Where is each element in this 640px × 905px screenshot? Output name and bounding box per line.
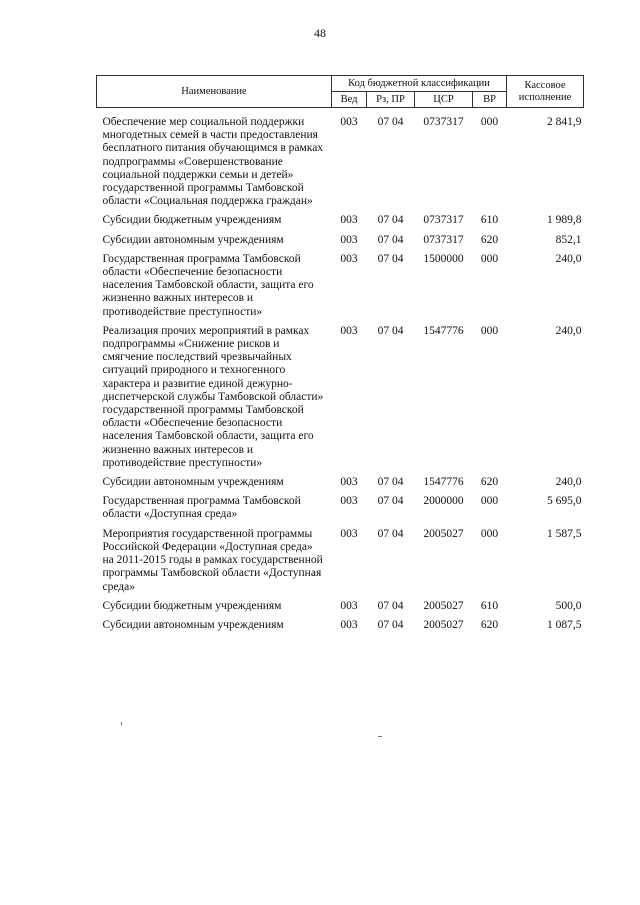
row-amount: 1 989,8: [547, 214, 582, 227]
row-rz-pr: 07 04: [377, 527, 404, 540]
table-row: [97, 528, 584, 600]
row-name: Субсидии бюджетным учреждениям: [102, 214, 282, 227]
budget-table: [96, 75, 584, 638]
row-amount: 1 587,5: [547, 527, 582, 540]
row-name: Субсидии автономным учреждениям: [102, 476, 284, 489]
row-amount: 2 841,9: [547, 116, 582, 128]
row-vr: 610: [480, 214, 499, 227]
row-name: Субсидии автономным учреждениям: [102, 233, 284, 246]
table-row: [97, 325, 584, 476]
row-ved: 003: [340, 476, 358, 489]
row-csr: 0737317: [423, 116, 464, 128]
row-rz-pr: 07 04: [377, 495, 404, 508]
row-ved: 003: [340, 252, 358, 265]
row-vr: 000: [480, 324, 499, 337]
row-rz-pr: 07 04: [377, 252, 404, 265]
table-row: [97, 600, 584, 619]
row-ved: 003: [340, 116, 358, 128]
header-amount: [507, 76, 584, 108]
row-ved: 003: [340, 527, 358, 540]
row-vr: 000: [480, 527, 499, 540]
row-ved: 003: [340, 233, 358, 246]
row-ved: 003: [340, 599, 358, 612]
row-vr: 620: [480, 233, 499, 246]
header-rz-pr: Рз, ПР: [367, 92, 415, 108]
row-name: Обеспечение мер социальной поддержки многодетных семей в части предоставления бесплатного питания обучающимся в рамках подпрограммы «Совершенствование социальной поддержки семьи и детей» государственной программы Тамбовской области «Социальная поддержка граждан»: [102, 116, 324, 208]
row-csr: 2005027: [423, 527, 464, 540]
row-vr: 000: [480, 252, 499, 265]
row-amount: 5 695,0: [547, 495, 582, 508]
row-vr: 610: [480, 599, 499, 612]
table-row: [97, 495, 584, 527]
header-amount-line2: исполнение: [518, 91, 572, 103]
table-row: [97, 108, 584, 215]
row-amount: 240,0: [555, 476, 582, 489]
row-amount: 500,0: [555, 599, 582, 612]
table-row: [97, 214, 584, 233]
table-row: [97, 234, 584, 253]
row-rz-pr: 07 04: [377, 116, 404, 128]
row-csr: 1500000: [423, 252, 464, 265]
row-ved: 003: [340, 495, 358, 508]
row-name: Государственная программа Тамбовской области «Доступная среда»: [102, 495, 301, 521]
row-amount: 240,0: [555, 324, 582, 337]
row-vr: 000: [480, 495, 499, 508]
row-name: Реализация прочих мероприятий в рамках подпрограммы «Снижение рисков и смягчение последствий чрезвычайных ситуаций природного и техногенного характера и развитие единой дежурно-диспетчерской службы Тамбовской области» государственной программы Тамбовской области «Обеспечение безопасности населения Тамбовской области, защита его жизненно важных интересов и противодействие преступности»: [102, 324, 324, 469]
header-vr: ВР: [473, 92, 507, 108]
row-vr: 620: [480, 618, 499, 631]
row-vr: 000: [480, 116, 499, 128]
header-ved: Вед: [332, 92, 367, 108]
row-ved: 003: [340, 214, 358, 227]
table-row: [97, 476, 584, 495]
row-name: Субсидии бюджетным учреждениям: [102, 599, 282, 612]
header-name: Наименование: [97, 76, 332, 108]
row-csr: 0737317: [423, 214, 464, 227]
table-row: [97, 619, 584, 638]
row-ved: 003: [340, 618, 358, 631]
scan-speck: [378, 736, 382, 737]
row-ved: 003: [340, 324, 358, 337]
row-name: Мероприятия государственной программы Российской Федерации «Доступная среда» на 2011-2015 годы в рамках государственной программы Тамбовской области «Доступная среда»: [102, 527, 323, 593]
row-amount: 852,1: [555, 233, 582, 246]
page-number: 48: [314, 26, 326, 40]
scan-speck: [121, 722, 122, 725]
row-rz-pr: 07 04: [377, 214, 404, 227]
table-row: [97, 253, 584, 325]
row-csr: 0737317: [423, 233, 464, 246]
row-name: Государственная программа Тамбовской области «Обеспечение безопасности населения Тамбовской области, защита его жизненно важных интересов и противодействие преступности»: [102, 252, 314, 318]
row-rz-pr: 07 04: [377, 476, 404, 489]
row-rz-pr: 07 04: [377, 599, 404, 612]
header-code-group: Код бюджетной классификации: [332, 76, 507, 92]
row-csr: 2005027: [423, 618, 464, 631]
row-amount: 240,0: [555, 252, 582, 265]
row-amount: 1 087,5: [547, 618, 582, 631]
row-csr: 1547776: [423, 324, 464, 337]
row-rz-pr: 07 04: [377, 618, 404, 631]
header-csr: ЦСР: [415, 92, 473, 108]
row-csr: 2000000: [423, 495, 464, 508]
header-amount-line1: Кассовое: [524, 79, 566, 91]
row-vr: 620: [480, 476, 499, 489]
row-rz-pr: 07 04: [377, 233, 404, 246]
row-name: Субсидии автономным учреждениям: [102, 618, 284, 631]
row-csr: 2005027: [423, 599, 464, 612]
row-rz-pr: 07 04: [377, 324, 404, 337]
row-csr: 1547776: [423, 476, 464, 489]
